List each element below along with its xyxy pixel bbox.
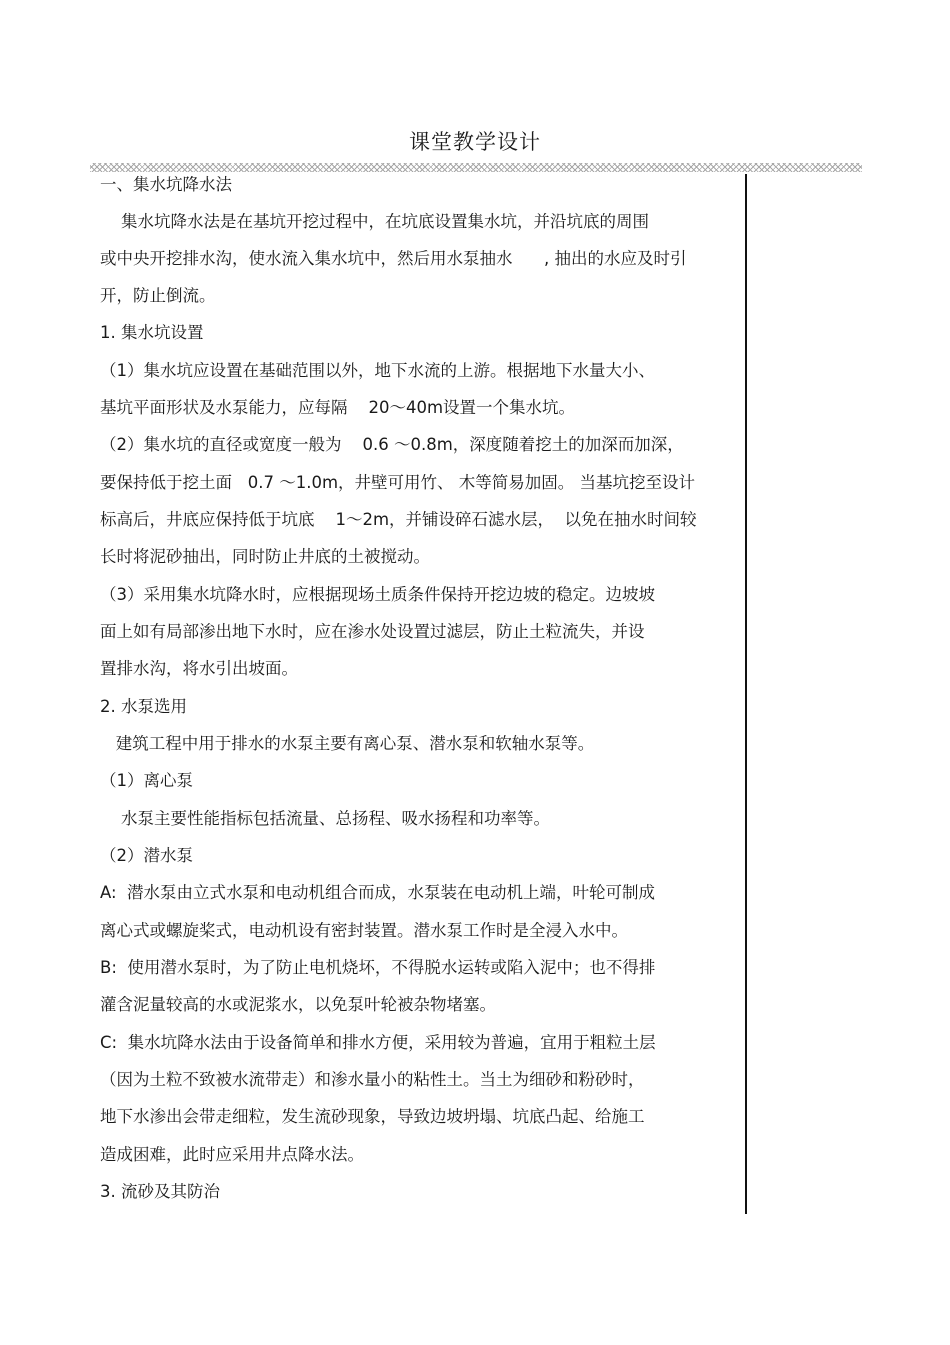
text-line: （因为土粒不致被水流带走）和渗水量小的粘性土。当土为细砂和粉砂时，: [100, 1070, 645, 1089]
text-line: B: 使用潜水泵时，为了防止电机烧坏，不得脱水运转或陷入泥中；也不得排: [100, 958, 656, 977]
text-line: 标高后，井底应保持低于坑底 1～2m，并铺设碎石滤水层， 以免在抽水时间较: [100, 510, 697, 529]
text-line: （2）集水坑的直径或宽度一般为 0.6 ～0.8m，深度随着挖土的加深而加深，: [100, 435, 684, 454]
text-line: （1）离心泵: [100, 771, 193, 790]
text-line: 灌含泥量较高的水或泥浆水，以免泵叶轮被杂物堵塞。: [100, 995, 496, 1014]
page-title: 课堂教学设计: [409, 130, 541, 154]
text-line: 集水坑降水法是在基坑开挖过程中，在坑底设置集水坑，并沿坑底的周围: [100, 212, 649, 231]
text-line: 置排水沟，将水引出坡面。: [100, 659, 298, 678]
text-line: 离心式或螺旋桨式，电动机设有密封装置。潜水泵工作时是全浸入水中。: [100, 921, 628, 940]
text-line: 或中央开挖排水沟，使水流入集水坑中，然后用水泵抽水 , 抽出的水应及时引: [100, 249, 687, 268]
text-line: 基坑平面形状及水泵能力，应每隔 20～40m设置一个集水坑。: [100, 398, 576, 417]
text-line: 地下水渗出会带走细粒，发生流砂现象，导致边坡坍塌、坑底凸起、给施工: [100, 1107, 645, 1126]
subsection-heading: 1. 集水坑设置: [100, 323, 204, 342]
text-line: （2）潜水泵: [100, 846, 193, 865]
text-line: （1）集水坑应设置在基础范围以外，地下水流的上游。根据地下水量大小、: [100, 361, 655, 380]
section-heading: 一、集水坑降水法: [100, 175, 232, 194]
subsection-heading: 2. 水泵选用: [100, 697, 187, 716]
text-line: A: 潜水泵由立式水泵和电动机组合而成，水泵装在电动机上端，叶轮可制成: [100, 883, 656, 902]
subsection-heading: 3. 流砂及其防治: [100, 1182, 220, 1201]
text-line: 长时将泥砂抽出，同时防止井底的土被搅动。: [100, 547, 430, 566]
text-line: （3）采用集水坑降水时，应根据现场土质条件保持开挖边坡的稳定。边坡坡: [100, 585, 655, 604]
text-line: 造成困难，此时应采用井点降水法。: [100, 1145, 364, 1164]
text-line: 面上如有局部渗出地下水时，应在渗水处设置过滤层，防止土粒流失，并设: [100, 622, 645, 641]
margin-line: [745, 174, 747, 1214]
text-line: C: 集水坑降水法由于设备简单和排水方便，采用较为普遍，宜用于粗粒土层: [100, 1033, 656, 1052]
text-line: 建筑工程中用于排水的水泵主要有离心泵、潜水泵和软轴水泵等。: [100, 734, 595, 753]
text-line: 开，防止倒流。: [100, 286, 216, 305]
header-divider: [90, 163, 862, 172]
text-line: 要保持低于挖土面 0.7 ～1.0m，井壁可用竹、 木等简易加固。 当基坑挖至设计: [100, 473, 696, 492]
text-line: 水泵主要性能指标包括流量、总扬程、吸水扬程和功率等。: [100, 809, 550, 828]
